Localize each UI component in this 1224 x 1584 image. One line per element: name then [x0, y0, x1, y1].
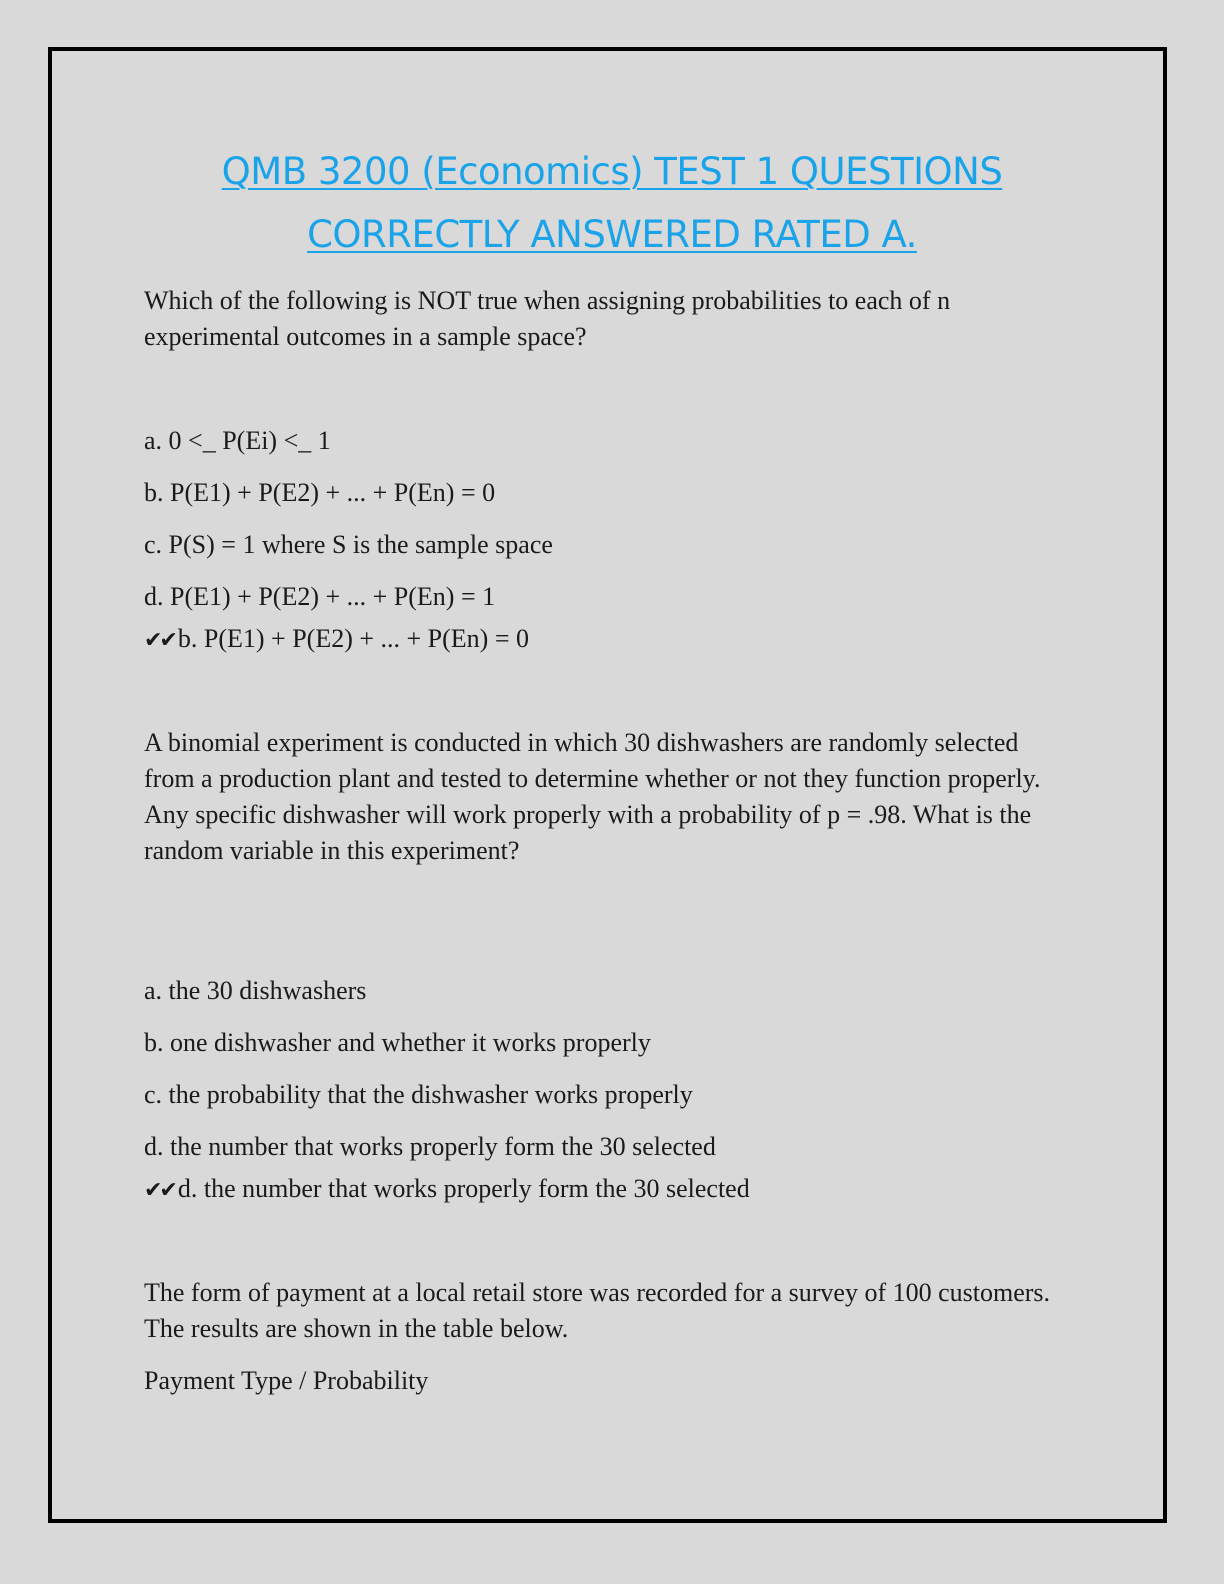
question-2-option-c: c. the probability that the dishwasher works properly — [144, 1080, 693, 1109]
question-1-answer — [144, 621, 529, 659]
question-2-answer — [144, 1171, 750, 1209]
document-title-line-1: QMB 3200 (Economics) TEST 1 QUESTIONS — [221, 150, 1003, 193]
question-3-text: The form of payment at a local retail store was recorded for a survey of 100 customers. The results are shown in the table below. — [144, 1278, 1051, 1343]
question-3-table-header: Payment Type / Probability — [144, 1366, 429, 1395]
question-2-text: A binomial experiment is conducted in which 30 dishwashers are randomly selected from a production plant and tested to determine whether or not they function properly. Any specific dishwasher will work properly with a probability of p = .98. What is the random variable in this experiment? — [144, 728, 1041, 865]
question-1-option-b: b. P(E1) + P(E2) + ... + P(En) = 0 — [144, 478, 496, 507]
double-check-icon: ✔✔ — [144, 628, 175, 653]
question-1-answer-text: b. P(E1) + P(E2) + ... + P(En) = 0 — [177, 624, 530, 653]
document-title-line-2: CORRECTLY ANSWERED RATED A. — [307, 213, 917, 256]
question-1-option-a: a. 0 <_ P(Ei) <_ 1 — [144, 426, 331, 455]
question-2-option-b: b. one dishwasher and whether it works properly — [144, 1028, 651, 1057]
double-check-icon: ✔✔ — [144, 1178, 175, 1203]
question-2-answer-text: d. the number that works properly form the 30 selected — [177, 1174, 750, 1203]
question-1-text: Which of the following is NOT true when assigning probabilities to each of n experimental outcomes in a sample space? — [144, 286, 951, 351]
question-2-option-d: d. the number that works properly form the 30 selected — [144, 1132, 716, 1161]
question-2-option-a: a. the 30 dishwashers — [144, 976, 367, 1005]
question-1-option-d: d. P(E1) + P(E2) + ... + P(En) = 1 — [144, 582, 496, 611]
question-1-option-c: c. P(S) = 1 where S is the sample space — [144, 530, 553, 559]
